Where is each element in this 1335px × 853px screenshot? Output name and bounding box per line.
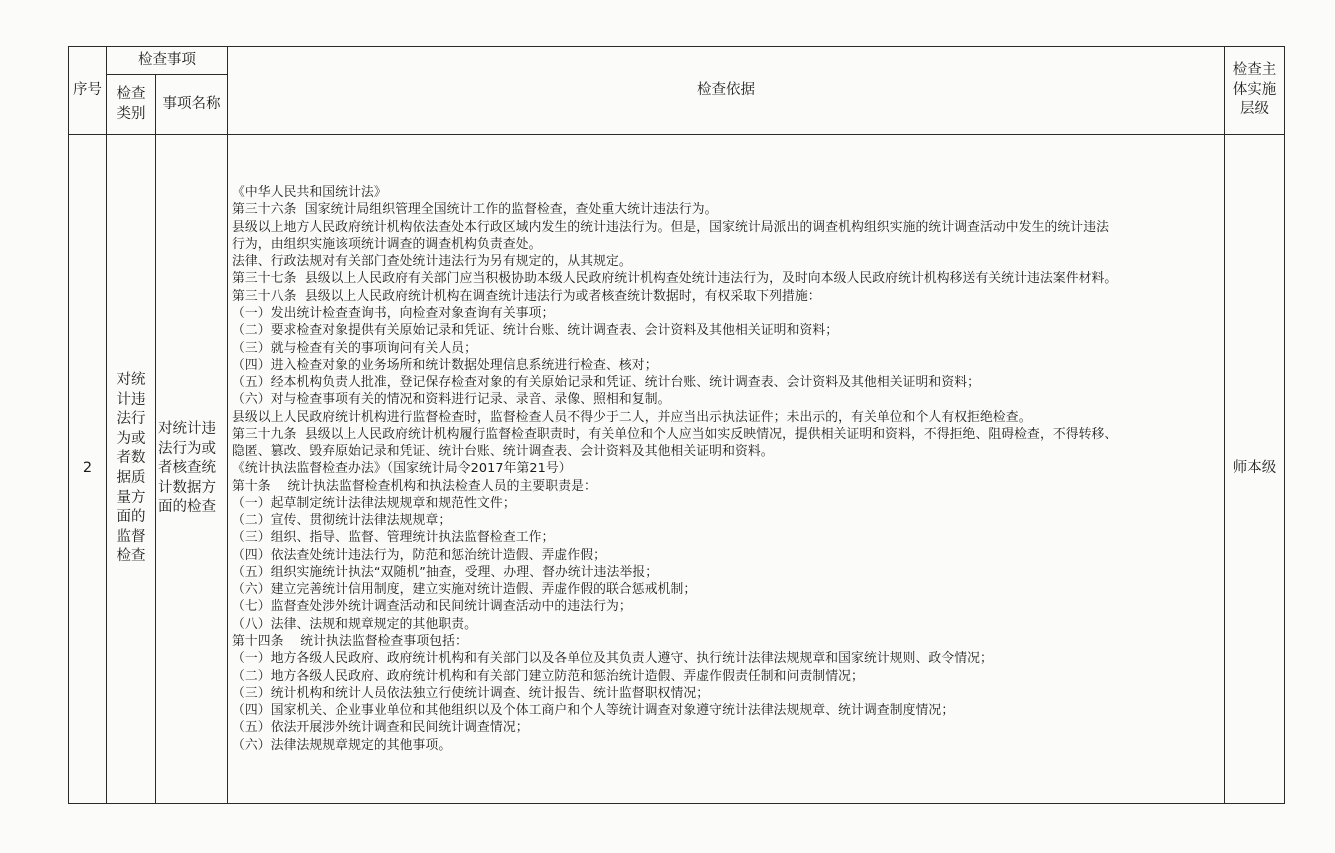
basis-line: （八）法律、法规和规章规定的其他职责。 (232, 616, 478, 632)
basis-line: （四）进入检查对象的业务场所和统计数据处理信息系统进行检查、核对； (232, 357, 658, 373)
inspection-table (68, 46, 1285, 804)
basis-line: （五）组织实施统计执法“双随机”抽查，受理、办理、督办统计违法举报； (232, 564, 659, 580)
basis-line: 《统计执法监督检查办法》（国家统计局令2017年第21号） (232, 461, 572, 477)
basis-line: （三）组织、指导、监督、管理统计执法监督检查工作； (232, 530, 555, 546)
header-basis: 检查依据 (228, 47, 1225, 135)
basis-text-block (232, 184, 1220, 754)
basis-line: 第三十七条 县级以上人民政府有关部门应当积极协助本级人民政府统计机构查处统计违法行为，及时向本级人民政府统计机构移送有关统计违法案件材料。 (232, 271, 1118, 287)
basis-line: （二）宣传、贯彻统计法律法规规章； (232, 513, 452, 529)
basis-line: 第三十九条 县级以上人民政府统计机构履行监督检查职责时，有关单位和个人应当如实反映情况，提供相关证明和资料，不得拒绝、阻碍检查，不得转移、 (232, 426, 1118, 442)
basis-line: （三）就与检查有关的事项询问有关人员； (232, 340, 478, 356)
row-level: 师本级 (1225, 135, 1285, 804)
basis-line: （二）地方各级人民政府、政府统计机构和有关部门建立防范和惩治统计造假、弄虚作假责任制和问责制情况； (232, 668, 864, 684)
basis-line: （四）国家机关、企业事业单位和其他组织以及个体工商户和个人等统计调查对象遵守统计法律法规规章、统计调查制度情况； (232, 703, 955, 719)
header-category: 检查类别 (107, 75, 156, 135)
basis-line: 隐匿、篡改、毁弃原始记录和凭证、统计台账、统计调查表、会计资料及其他相关证明和资料。 (232, 444, 774, 460)
row-seq: 2 (69, 135, 107, 804)
basis-line: 县级以上地方人民政府统计机构依法查处本行政区域内发生的统计违法行为。但是，国家统计局派出的调查机构组织实施的统计调查活动中发生的统计违法 (232, 219, 1109, 235)
header-item-name: 事项名称 (156, 75, 228, 135)
basis-line: （六）建立完善统计信用制度，建立实施对统计造假、弄虚作假的联合惩戒机制； (232, 582, 697, 598)
header-level: 检查主体实施层级 (1225, 47, 1285, 135)
row-basis (228, 135, 1225, 804)
header-seq: 序号 (69, 47, 107, 135)
basis-line: （一）地方各级人民政府、政府统计机构和有关部门以及各单位及其负责人遵守、执行统计法律法规规章和国家统计规则、政令情况； (232, 651, 993, 667)
basis-line: （六）对与检查事项有关的情况和资料进行记录、录音、录像、照相和复制。 (232, 392, 671, 408)
basis-line: 第三十八条 县级以上人民政府统计机构在调查统计违法行为或者核查统计数据时，有权采取下列措施： (232, 288, 821, 304)
basis-line: （六）法律法规规章规定的其他事项。 (232, 737, 452, 753)
basis-line: （一）发出统计检查查询书，向检查对象查询有关事项； (232, 305, 555, 321)
row-category: 对统计违法行为或者数据质量方面的监督检查 (107, 135, 156, 804)
header-check-items: 检查事项 (107, 47, 228, 75)
basis-line: （四）依法查处统计违法行为，防范和惩治统计造假、弄虚作假； (232, 547, 607, 563)
basis-line: （三）统计机构和统计人员依法独立行使统计调查、统计报告、统计监督职权情况； (232, 685, 710, 701)
basis-line: （二）要求检查对象提供有关原始记录和凭证、统计台账、统计调查表、会计资料及其他相关证明和资料； (232, 323, 839, 339)
basis-line: 法律、行政法规对有关部门查处统计违法行为另有规定的，从其规定。 (232, 254, 632, 270)
basis-line: （五）依法开展涉外统计调查和民间统计调查情况； (232, 720, 529, 736)
basis-line: 《中华人民共和国统计法》 (232, 185, 387, 201)
basis-line: 第十条 统计执法监督检查机构和执法检查人员的主要职责是： (232, 478, 597, 494)
basis-line: （七）监督查处涉外统计调查活动和民间统计调查活动中的违法行为； (232, 599, 632, 615)
table-row (69, 135, 1285, 804)
row-item-name: 对统计违法行为或者核查统计数据方面的检查 (156, 135, 228, 804)
basis-line: 第十四条 统计执法监督检查事项包括： (232, 634, 468, 650)
basis-line: 县级以上人民政府统计机构进行监督检查时，监督检查人员不得少于二人，并应当出示执法证件；未出示的，有关单位和个人有权拒绝检查。 (232, 409, 1032, 425)
basis-line: 行为，由组织实施该项统计调查的调查机构负责查处。 (232, 236, 542, 252)
basis-line: 第三十六条 国家统计局组织管理全国统计工作的监督检查，查处重大统计违法行为。 (232, 202, 718, 218)
basis-line: （一）起草制定统计法律法规规章和规范性文件； (232, 495, 516, 511)
basis-line: （五）经本机构负责人批准，登记保存检查对象的有关原始记录和凭证、统计台账、统计调查表、会计资料及其他相关证明和资料； (232, 375, 981, 391)
